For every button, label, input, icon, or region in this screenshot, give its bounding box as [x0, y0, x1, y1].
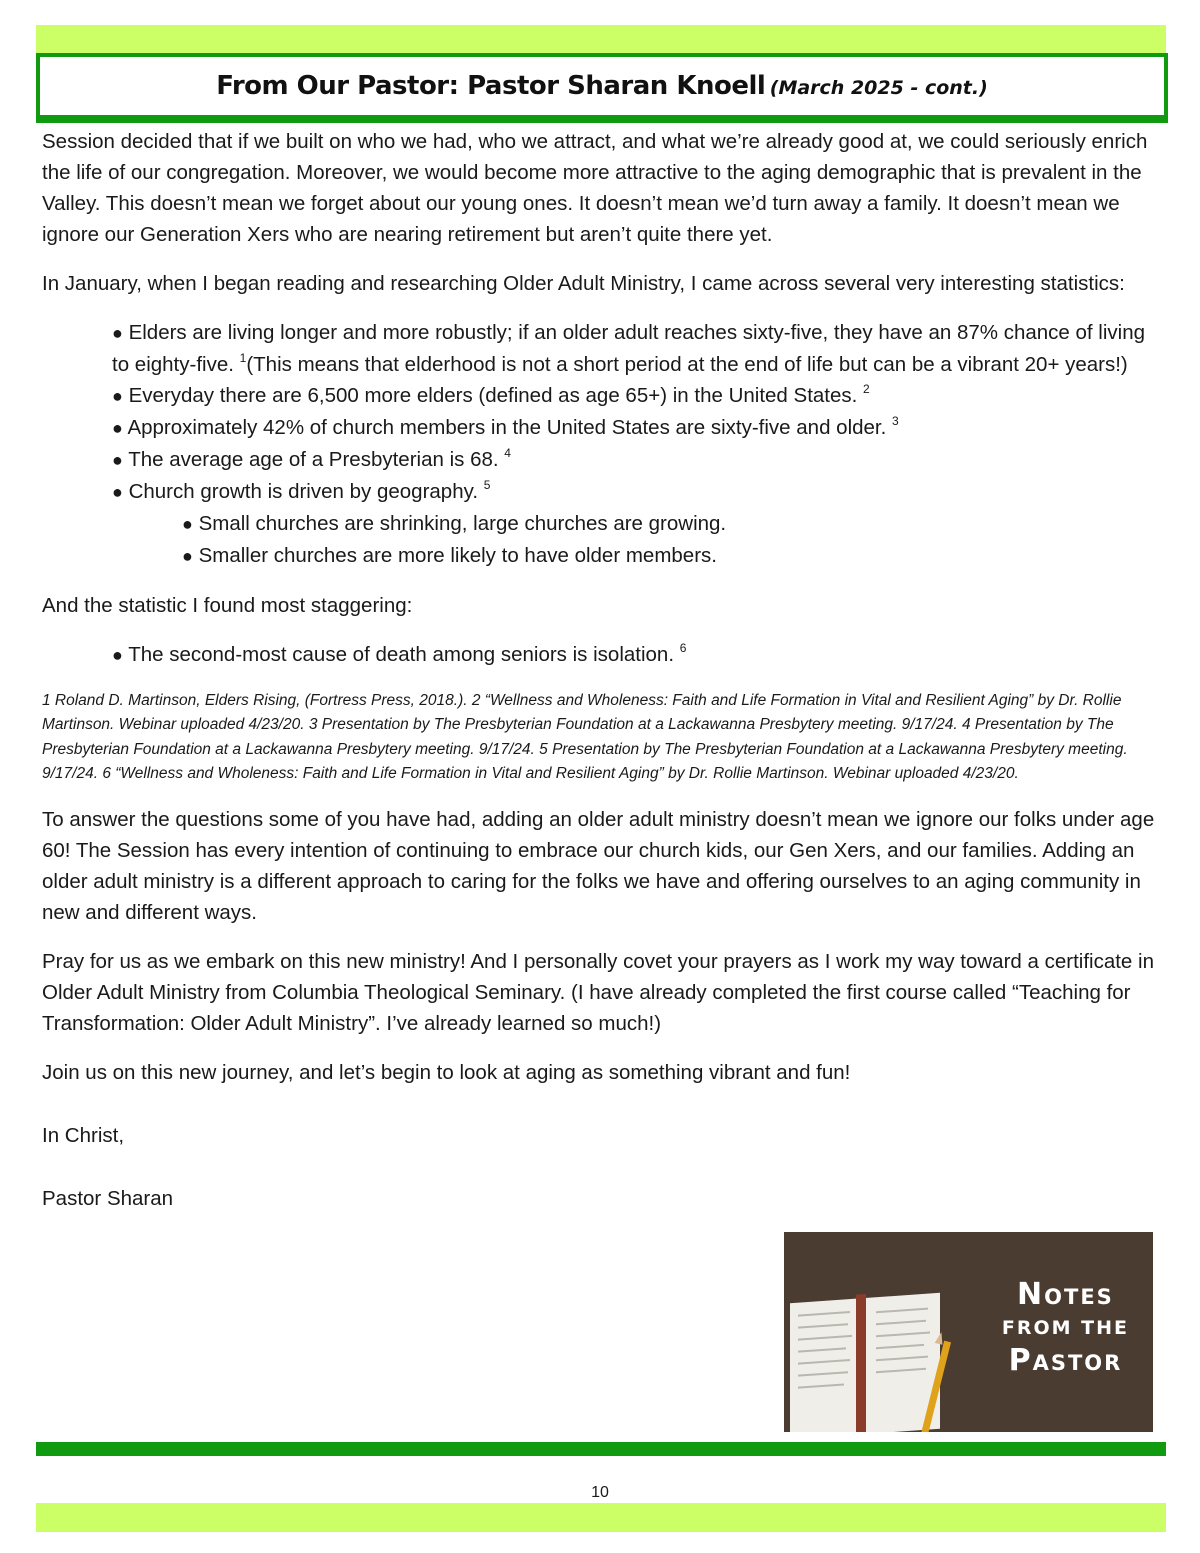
bottom-divider-band: [36, 1442, 1166, 1456]
paragraph-pray: Pray for us as we embark on this new ministry! And I personally covet your prayers as I work my way toward a certificate in Older Adult Ministry from Columbia Theological Seminary. (I have already completed the first course called “Teaching for Transformation: Older Adult Ministry”. I’ve already learned so much!): [42, 950, 1154, 1036]
bullet-icon: ●: [112, 450, 123, 470]
list-item: ● Church growth is driven by geography. $^5$ ● Small churches are shrinking, large churches are growing. ● Smaller churches are more likely to have older members.: [112, 476, 1162, 572]
footnote-ref: 4: [504, 446, 511, 460]
bullet-icon: ●: [112, 418, 123, 438]
paragraph-answer: To answer the questions some of you have had, adding an older adult ministry doesn’t mean we ignore our folks under age 60! The Session has every intention of continuing to embrace our church kids, our Gen Xers, and our families. Adding an older adult ministry is a different approach to caring for the folks we have and offering ourselves to an aging community in new and different ways.: [42, 808, 1155, 925]
page-number: 10: [591, 1484, 609, 1501]
bullet-icon: ●: [112, 386, 123, 406]
paragraph-staggering: And the statistic I found most staggering:: [42, 594, 413, 617]
list-item: ● The second-most cause of death among seniors is isolation. $^6$: [112, 641, 687, 666]
bullet-icon: ●: [112, 645, 123, 665]
bullet-icon: ●: [182, 514, 193, 534]
list-item: ● Approximately 42% of church members in the United States are sixty-five and older. $^3$: [112, 414, 899, 439]
notes-from-the-pastor-image: [784, 1232, 1153, 1432]
footnote-ref: 2: [863, 382, 870, 396]
page-title: From Our Pastor: Pastor Sharan Knoell: [216, 71, 766, 101]
list-item: ● Everyday there are 6,500 more elders (defined as age 65+) in the United States. $^2$: [112, 382, 870, 407]
statistics-list: [42, 317, 1162, 572]
bullet-icon: ●: [112, 482, 123, 502]
paragraph-join: Join us on this new journey, and let’s begin to look at aging as something vibrant and fun!: [42, 1061, 851, 1085]
sub-statistics-list: [112, 508, 1162, 572]
page-header: [36, 53, 1168, 123]
list-item: ● Elders are living longer and more robustly; if an older adult reaches sixty-five, they have an 87% chance of living to eighty-five. $^1$(This means that elderhood is not a short period at the end of life but can be a vibrant 20+ years!): [112, 321, 1146, 376]
footnote-ref: 3: [892, 414, 899, 428]
paragraph-january: In January, when I began reading and researching Older Adult Ministry, I came across several very interesting statistics:: [42, 272, 1125, 295]
staggering-list: [42, 639, 1162, 671]
top-decorative-band: [36, 25, 1166, 53]
footnote-ref: 1: [239, 351, 247, 365]
open-bible-icon: [790, 1293, 940, 1432]
paragraph-session: Session decided that if we built on who we had, who we attract, and what we’re already good at, we could seriously enrich the life of our congregation. Moreover, we would become more attractive to the aging demographic that is prevalent in the Valley. This doesn’t mean we forget about our young ones. It doesn’t mean we’d turn away a family. It doesn’t mean we ignore our Generation Xers who are nearing retirement but aren’t quite there yet.: [42, 130, 1148, 246]
list-item: ● The average age of a Presbyterian is 68. $^4$: [112, 446, 511, 471]
bullet-icon: ●: [112, 323, 123, 343]
closing-salutation: In Christ,: [42, 1124, 125, 1148]
list-item: ● Smaller churches are more likely to have older members.: [182, 544, 717, 567]
footnote-ref: 5: [483, 478, 491, 492]
article-body: [42, 126, 1162, 1232]
bottom-decorative-band: [36, 1503, 1166, 1532]
footnotes: 1 Roland D. Martinson, Elders Rising, (Fortress Press, 2018.). 2 “Wellness and Wholeness: Faith and Life Formation in Vital and Resilient Aging” by Dr. Rollie Martinson. Webinar uploaded 4/23/20. 3 Presentation by The Presbyterian Foundation at a Lackawanna Presbytery meeting. 9/17/24. 4 Presentation by The Presbyterian Foundation at a Lackawanna Presbytery meeting. 9/17/24. 5 Presentation by The Presbyterian Foundation at a Lackawanna Presbytery meeting. 9/17/24. 6 “Wellness and Wholeness: Faith and Life Formation in Vital and Resilient Aging” by Dr. Rollie Martinson. Webinar uploaded 4/23/20.: [42, 692, 1128, 782]
bullet-icon: ●: [182, 546, 193, 566]
footnote-ref: 6: [679, 641, 687, 655]
list-item: ● Small churches are shrinking, large churches are growing.: [182, 512, 727, 535]
page-subtitle: (March 2025 - cont.): [769, 77, 988, 99]
image-caption: Notes FROM THE Pastor: [1001, 1277, 1129, 1378]
closing-signature: Pastor Sharan: [42, 1187, 174, 1211]
